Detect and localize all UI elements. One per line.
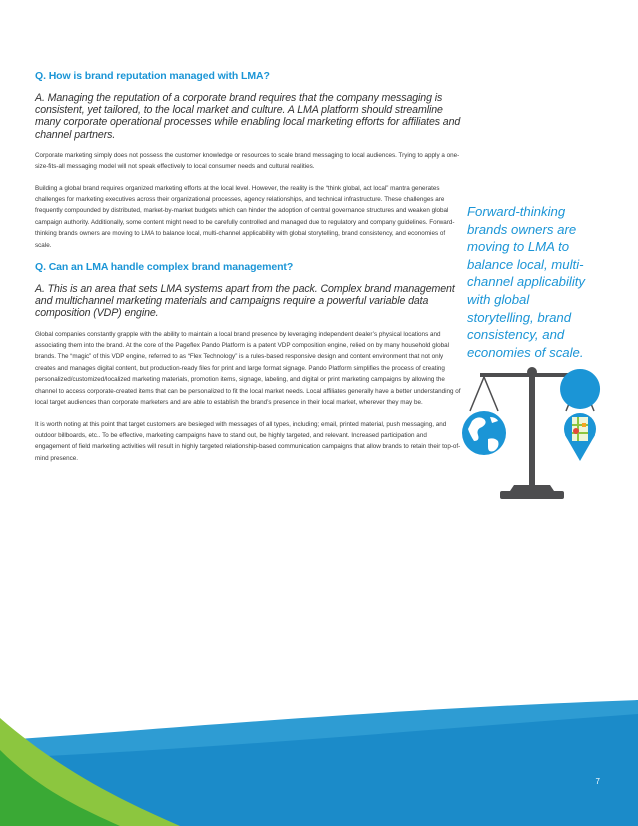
main-column — [35, 70, 463, 474]
page-number: 7 — [595, 777, 600, 786]
body-paragraph: Corporate marketing simply does not possess the customer knowledge or resources to scale brand messaging to local audiences. Trying to apply a one-size-fits-all messaging model will not speak effectively to local consumer needs and cultural realities. — [35, 151, 460, 171]
question-heading: Q. How is brand reputation managed with LMA? — [35, 70, 270, 82]
body-paragraph: Global companies constantly grapple with the ability to maintain a local brand presence by leveraging independent dealer’s physical locations and associating them into the brand. At the core of the Pageflex Pando Platform is a patent VDP composition engine, relied on by many household global brands. The “magic” of this VDP engine, referred to as “Flex Technology” is a rules-based responsive design and content environment that not only creates and manages digital content, but production-ready files for print and large format signage. Pando Platform simplifies the process of creating personalized/customized/localized marketing materials, promotion items, signage, labeling, and digital or print marketing campaigns by allowing the channel to access corporate-created items that can be personalized to fit the local market needs. Local affiliates generally have a better understanding of local target audiences than corporate marketers and are able to establish the brand’s presence in their local market, wherever they may be. — [35, 330, 461, 407]
answer-lead: A. This is an area that sets LMA systems apart from the pack. Complex brand management and multichannel marketing materials and campaigns require a powerful variable data composition (VDP) engine. — [35, 283, 455, 320]
balance-scale-illustration — [462, 353, 602, 513]
globe-icon — [462, 411, 506, 455]
footer-wave-graphic — [0, 700, 638, 826]
balance-scale-icon — [462, 353, 602, 513]
body-paragraph: Building a global brand requires organized marketing efforts at the local level. However, the reality is the “think global, act local” mantra generates challenges for marketing executives across their organizational processes, agency relationships, and technical infrastructure. These challenges are frequently compounded by distributed, market-by-market budgets which can hinder the adoption of central governance structures and weaken global campaign authority. Additionally, some content might need to be carefully controlled and managed due to regulatory and company guidelines. Forward-thinking brands owners are moving to LMA to balance local, multi-channel applicability with global storytelling, brand consistency, and economies of scale. — [35, 184, 455, 249]
pull-quote: Forward-thinking brands owners are moving to LMA to balance local, multi-channel applicability with global storytelling, brand consistency, and economies of scale. — [467, 204, 586, 360]
body-paragraph: It is worth noting at this point that target customers are besieged with messages of all types, including; email, printed material, push messaging, and outdoor billboards, etc.. To be effective, marketing campaigns have to stand out, be highly targeted, and relevant. Increased participation and engagement of field marketing activities will result in highly targeted relationship-based communication campaigns that allow brands to retain their top-of-mind presence. — [35, 420, 461, 462]
map-pin-icon — [560, 369, 600, 461]
answer-lead: A. Managing the reputation of a corporate brand requires that the company messaging is consistent, yet tailored, to the local market and culture. A LMA platform should streamline many corporate operational processes while enabling local marketing efforts for affiliates and channel partners. — [35, 92, 461, 141]
question-heading: Q. Can an LMA handle complex brand management? — [35, 261, 294, 274]
